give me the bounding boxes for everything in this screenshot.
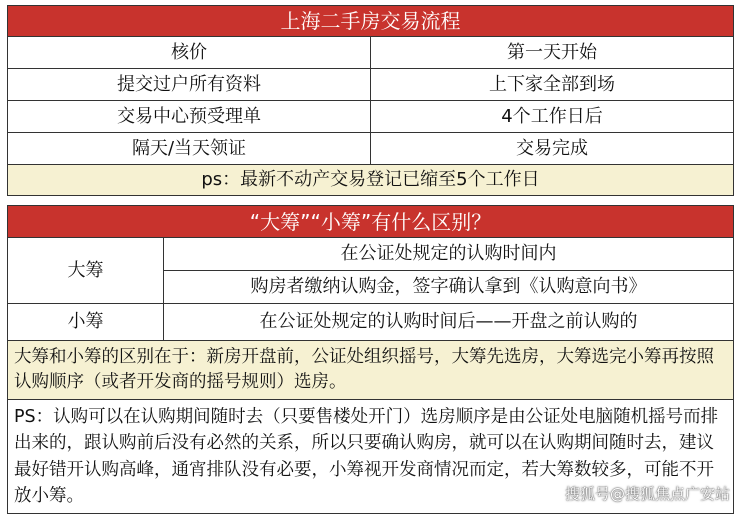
process-detail: 交易完成 [371, 133, 734, 165]
dachou-definition: 在公证处规定的认购时间内 [164, 238, 734, 271]
table-row [8, 133, 734, 165]
table-row [8, 304, 734, 341]
table-row [8, 238, 734, 271]
process-step: 核价 [8, 37, 371, 69]
dachou-condition: 购房者缴纳认购金，签字确认拿到《认购意向书》 [164, 271, 734, 304]
process-step: 交易中心预受理单 [8, 101, 371, 133]
watermark: 搜狐号@搜狐焦点广安站 [564, 485, 730, 503]
dachou-label: 大筹 [8, 238, 164, 304]
xiaochou-label: 小筹 [8, 304, 164, 341]
table-row [8, 37, 734, 69]
difference-note: 大筹和小筹的区别在于：新房开盘前，公证处组织摇号，大筹先选房，大筹选完小筹再按照认购顺序（或者开发商的摇号规则）选房。 [8, 341, 734, 400]
compare-table-title: “大筹”“小筹”有什么区别？ [8, 206, 734, 238]
table-row [8, 69, 734, 101]
process-detail: 4个工作日后 [371, 101, 734, 133]
process-detail: 第一天开始 [371, 37, 734, 69]
process-step: 提交过户所有资料 [8, 69, 371, 101]
process-table-title: 上海二手房交易流程 [8, 6, 734, 37]
xiaochou-definition: 在公证处规定的认购时间后——开盘之前认购的 [164, 304, 734, 341]
process-table [7, 5, 734, 196]
process-step: 隔天/当天领证 [8, 133, 371, 165]
ps-note: PS：认购可以在认购期间随时去（只要售楼处开门）选房顺序是由公证处电脑随机摇号而排出来的，跟认购前后没有必然的关系，所以只要确认购房，就可以在认购期间随时去，建议最好错开认购高峰，通宵排队没有必要，小筹视开发商情况而定，若大筹数较多，可能不开放小筹。 [8, 400, 734, 514]
compare-table [7, 205, 734, 514]
process-detail: 上下家全部到场 [371, 69, 734, 101]
table-row [8, 101, 734, 133]
process-note: ps：最新不动产交易登记已缩至5个工作日 [8, 165, 734, 196]
